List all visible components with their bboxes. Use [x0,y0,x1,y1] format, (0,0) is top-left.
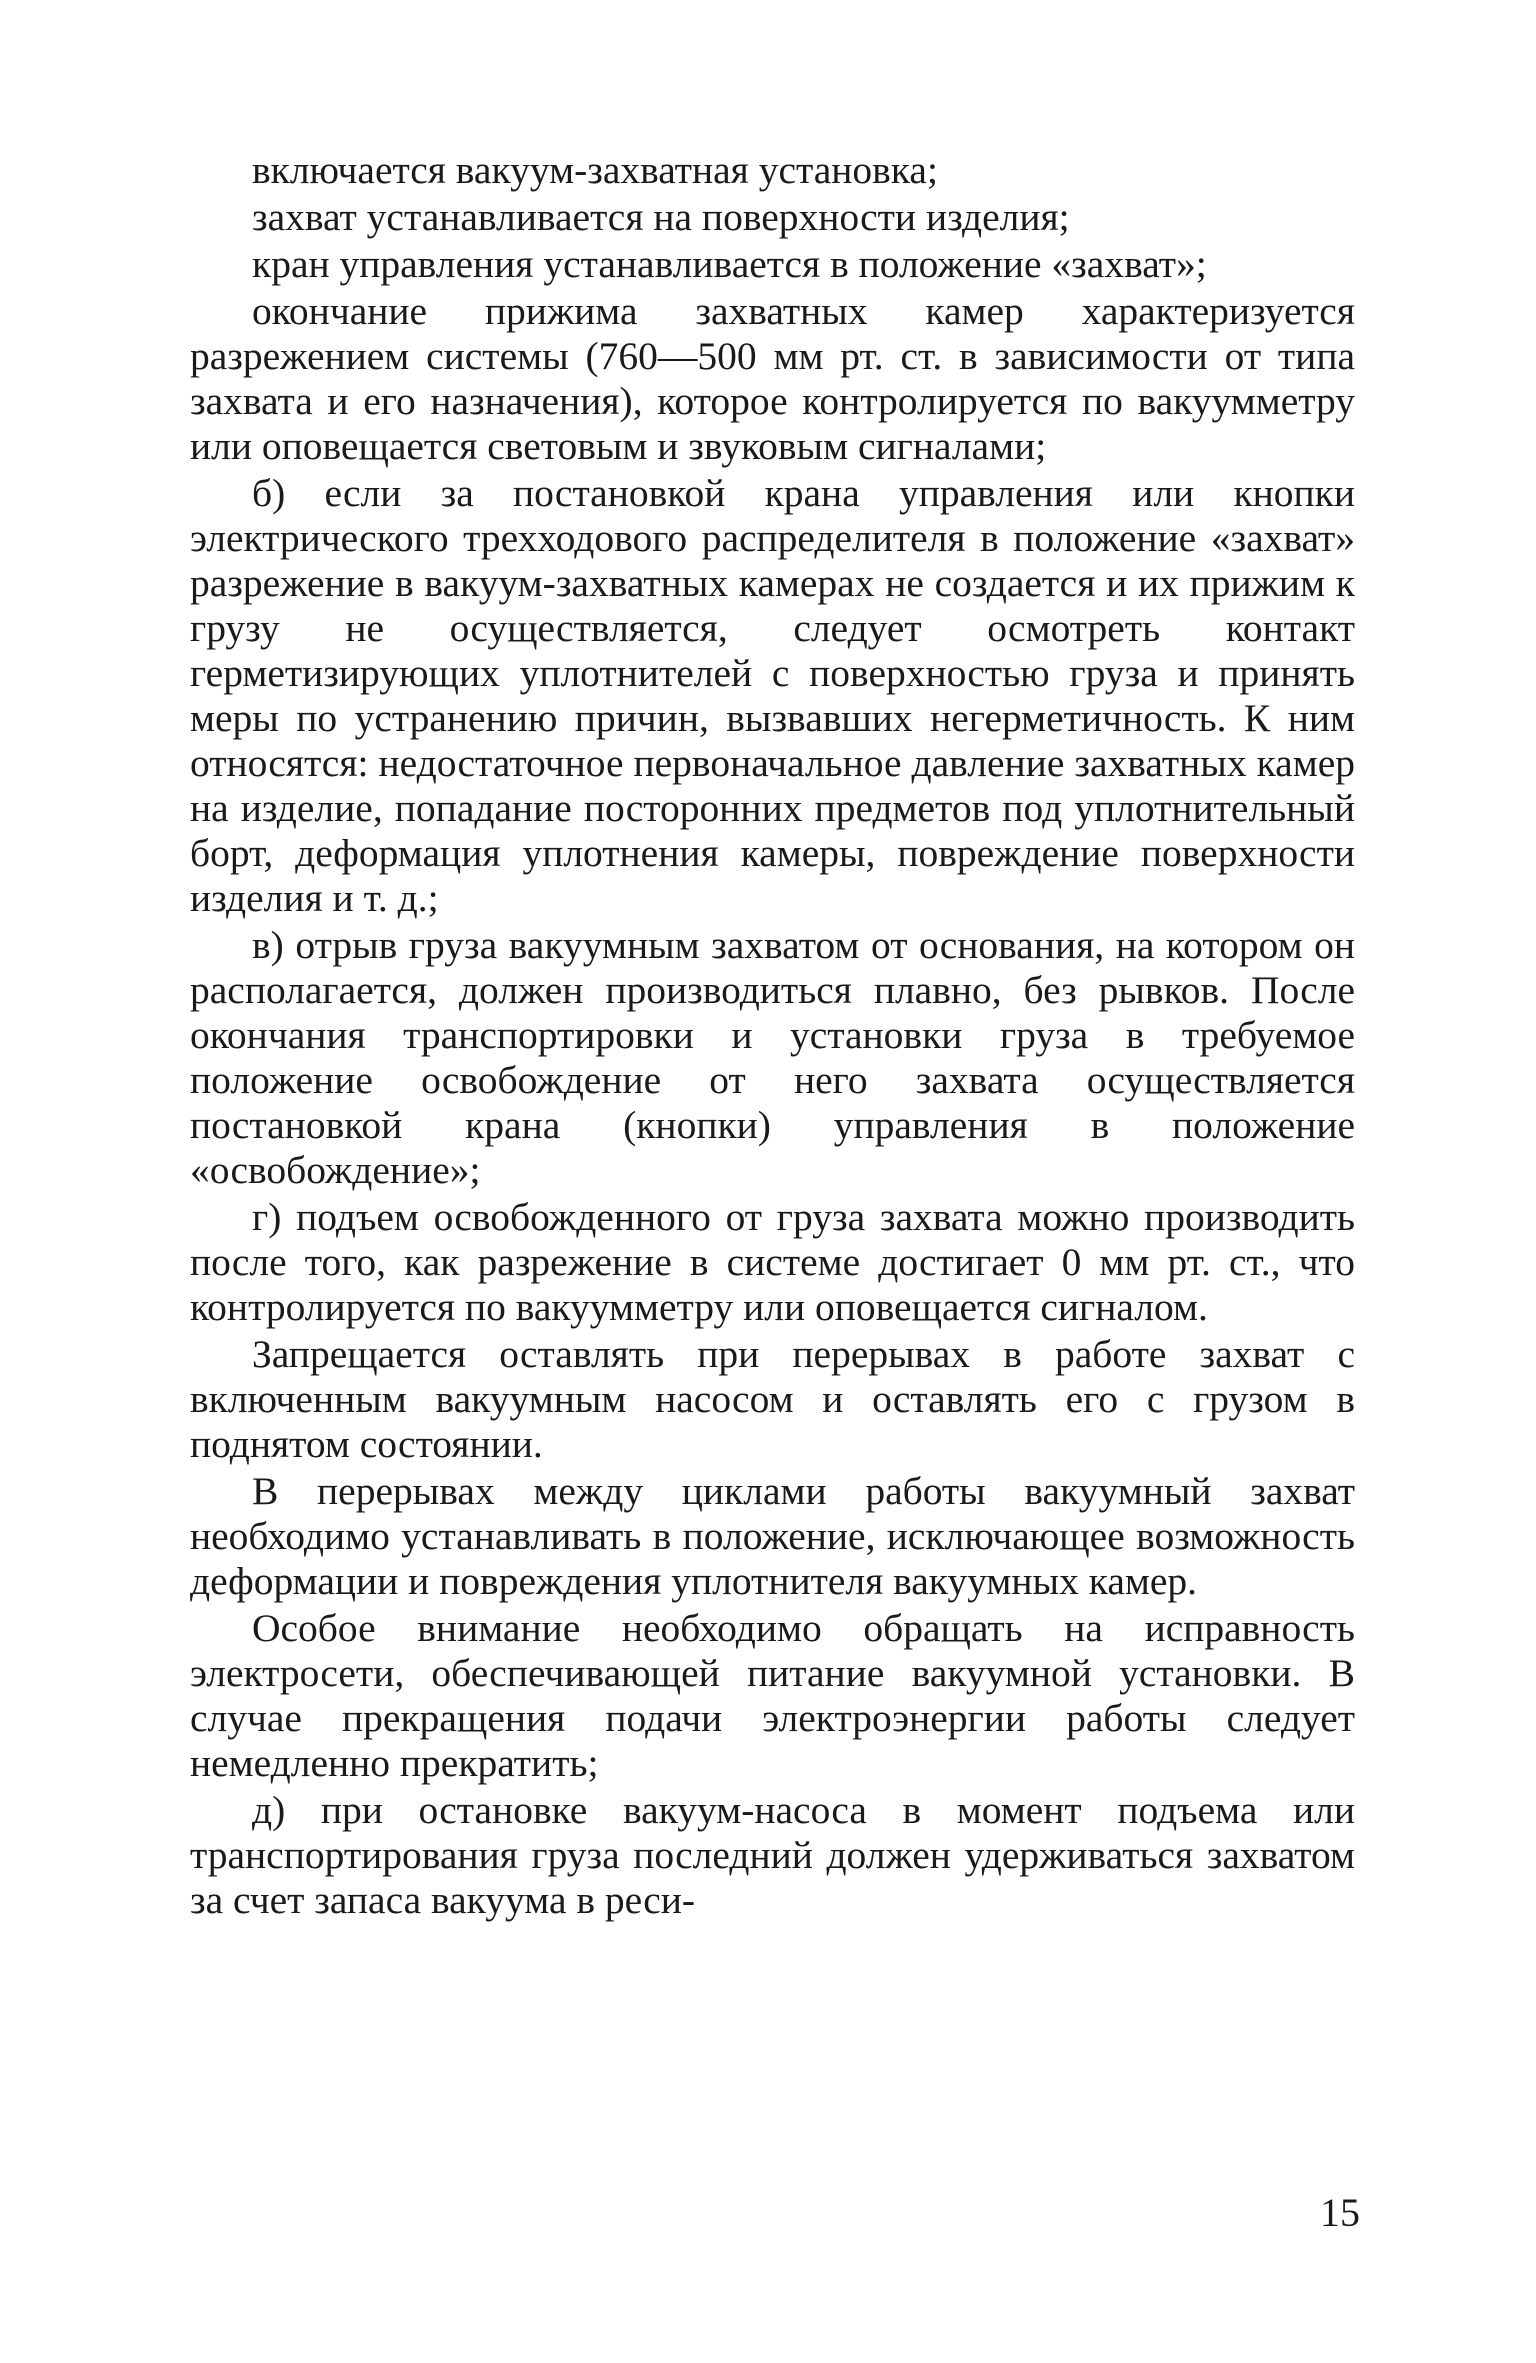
paragraph-item-g: г) подъем освобожденного от груза захвата можно производить после того, как разрежение в системе достигает 0 мм рт. ст., что контролируется по вакуумметру или оповещается сигналом. [190,1195,1355,1329]
paragraph-valve-position-grip: кран управления устанавливается в положение «захват»; [252,242,1207,286]
paragraph-grip-on-surface: захват устанавливается на поверхности изделия; [252,195,1070,239]
paragraph-item-d: д) при остановке вакуум-насоса в момент подъема или транспортирования груза последний должен удерживаться захватом за счет запаса вакуума в реси- [190,1788,1355,1922]
body-text [190,148,1355,1923]
page-number: 15 [1320,2190,1360,2235]
paragraph-clamping-end: окончание прижима захватных камер характеризуется разрежением системы (760—500 мм рт. ст. в зависимости от типа захвата и его назначения), которое контролируется по вакуумметру или оповещается световым и звуковым сигналами; [190,289,1355,468]
paragraph-item-b: б) если за постановкой крана управления или кнопки электрического трехходового распределителя в положение «захват» разрежение в вакуум-захватных камерах не создается и их прижим к грузу не осуществляется, следует осмотреть контакт герметизирующих уплотнителей с поверхностью груза и принять меры по устранению причин, вызвавших негерметичность. К ним относятся: недостаточное первоначальное давление захватных камер на изделие, попадание посторонних предметов под уплотнительный борт, деформация уплотнения камеры, повреждение поверхности изделия и т. д.; [190,471,1355,920]
paragraph-item-v: в) отрыв груза вакуумным захватом от основания, на котором он располагается, должен производиться плавно, без рывков. После окончания транспортировки и установки груза в требуемое положение освобождение от него захвата осуществляется постановкой крана (кнопки) управления в положение «освобождение»; [190,923,1355,1192]
paragraph-prohibition: Запрещается оставлять при перерывах в работе захват с включенным вакуумным насосом и оставлять его с грузом в поднятом состоянии. [190,1332,1355,1466]
paragraph-power-network: Особое внимание необходимо обращать на исправность электросети, обеспечивающей питание вакуумной установки. В случае прекращения подачи электроэнергии работы следует немедленно прекратить; [190,1606,1355,1785]
paragraph-vacuum-install-on: включается вакуум-захватная установка; [252,148,938,192]
paragraph-breaks-between-cycles: В перерывах между циклами работы вакуумный захват необходимо устанавливать в положение, исключающее возможность деформации и повреждения уплотнителя вакуумных камер. [190,1469,1355,1603]
